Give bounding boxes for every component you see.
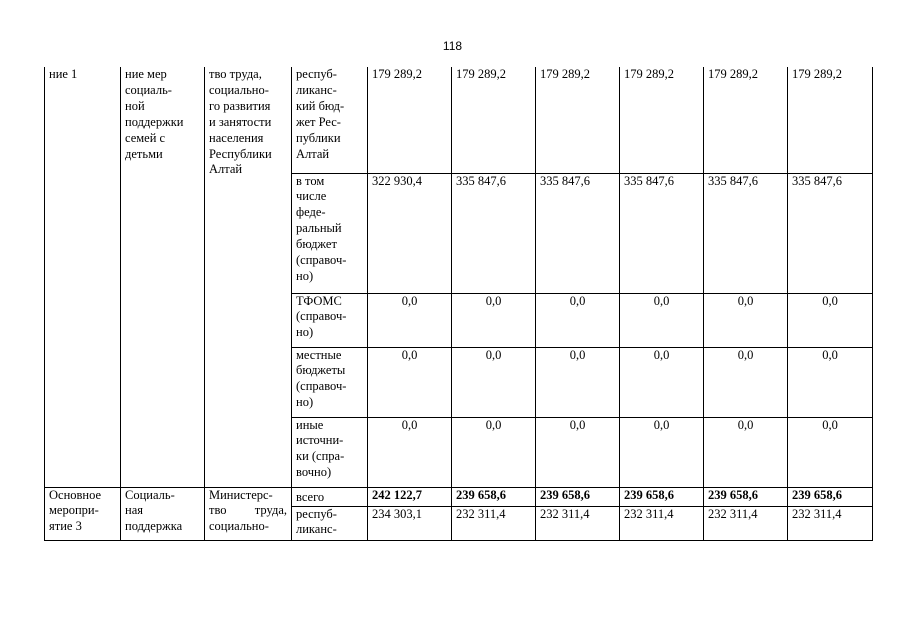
page-number: 118	[442, 39, 463, 53]
text-line: но)	[296, 268, 314, 283]
funding-source-cell	[292, 506, 368, 540]
text-line: тво труда,	[209, 503, 287, 518]
text-line: иные	[296, 417, 324, 432]
text-line: социально-	[209, 519, 269, 534]
text-line: кий бюд-	[296, 98, 345, 113]
amount-cell: 239 658,6	[536, 487, 620, 506]
text-line: меропри-	[49, 503, 99, 518]
text-line: жет Рес-	[296, 114, 341, 129]
funding-source-cell	[292, 293, 368, 347]
text-line: (справоч-	[296, 309, 347, 324]
amount-cell: 239 658,6	[704, 487, 788, 506]
executor-cell	[205, 487, 292, 540]
amount-cell: 0,0	[536, 293, 620, 347]
funding-source-cell	[292, 347, 368, 417]
text-line: Республики	[209, 146, 272, 161]
funding-source-cell	[292, 417, 368, 487]
amount-cell: 242 122,7	[368, 487, 452, 506]
amount-cell: 0,0	[788, 417, 873, 487]
text-line: тво труда,	[209, 67, 262, 81]
text-line: (справоч-	[296, 379, 347, 394]
text-line: числе	[296, 189, 327, 204]
amount-cell: 232 311,4	[704, 506, 788, 540]
budget-table	[44, 67, 873, 541]
event-name-cell	[45, 487, 121, 540]
amount-cell: 232 311,4	[452, 506, 536, 540]
text-line: бюджет	[296, 237, 337, 252]
amount-cell: 335 847,6	[704, 173, 788, 293]
text-line: социаль-	[125, 82, 172, 97]
amount-cell: 0,0	[620, 417, 704, 487]
text-line: феде-	[296, 205, 326, 220]
amount-cell: 0,0	[704, 417, 788, 487]
text-line: ральный	[296, 221, 342, 236]
amount-cell: 335 847,6	[620, 173, 704, 293]
text-line: ятие 3	[49, 519, 82, 534]
amount-cell: 0,0	[452, 293, 536, 347]
text-line: детьми	[125, 146, 163, 161]
text-line: населения	[209, 130, 264, 145]
text-line: ликанс-	[296, 522, 337, 537]
text-line: Алтай	[209, 162, 243, 177]
amount-cell: 0,0	[368, 293, 452, 347]
amount-cell: 239 658,6	[788, 487, 873, 506]
text-line: го развития	[209, 98, 271, 113]
amount-cell: 232 311,4	[536, 506, 620, 540]
text-line: (справоч-	[296, 253, 347, 268]
amount-cell: 0,0	[788, 347, 873, 417]
amount-cell: 335 847,6	[536, 173, 620, 293]
amount-cell: 322 930,4	[368, 173, 452, 293]
text-line: и занятости	[209, 114, 272, 129]
amount-cell: 239 658,6	[452, 487, 536, 506]
amount-cell: 335 847,6	[452, 173, 536, 293]
amount-cell: 0,0	[368, 347, 452, 417]
amount-cell: 179 289,2	[368, 67, 452, 173]
funding-source-cell	[292, 487, 368, 506]
text-line: вочно)	[296, 465, 332, 480]
event-name-cell	[45, 67, 121, 487]
amount-cell: 0,0	[536, 347, 620, 417]
text-line: ние 1	[49, 67, 78, 81]
amount-cell: 179 289,2	[788, 67, 873, 173]
text-line: Министерс-	[209, 487, 273, 502]
text-line: всего	[296, 489, 325, 504]
event-title-cell	[121, 67, 205, 487]
amount-cell: 232 311,4	[620, 506, 704, 540]
text-line: в том	[296, 173, 325, 188]
funding-source-cell	[292, 173, 368, 293]
amount-cell: 179 289,2	[452, 67, 536, 173]
text-line: Социаль-	[125, 487, 175, 502]
amount-cell: 234 303,1	[368, 506, 452, 540]
amount-cell: 232 311,4	[788, 506, 873, 540]
text-line: Алтай	[296, 146, 330, 161]
amount-cell: 179 289,2	[620, 67, 704, 173]
text-line: ная	[125, 503, 143, 518]
text-line: семей с	[125, 130, 166, 145]
amount-cell: 0,0	[452, 417, 536, 487]
text-line: ТФОМС	[296, 293, 342, 308]
amount-cell: 335 847,6	[788, 173, 873, 293]
text-line: респуб-	[296, 67, 337, 81]
text-line: бюджеты	[296, 363, 346, 378]
text-line: но)	[296, 395, 314, 410]
text-line: социально-	[209, 82, 269, 97]
executor-cell	[205, 67, 292, 487]
text-line: поддержка	[125, 519, 183, 534]
amount-cell: 0,0	[620, 293, 704, 347]
text-line: публики	[296, 130, 341, 145]
funding-source-cell	[292, 67, 368, 173]
amount-cell: 0,0	[368, 417, 452, 487]
table-row	[45, 487, 873, 506]
text-line: источни-	[296, 433, 344, 448]
amount-cell: 0,0	[536, 417, 620, 487]
amount-cell: 0,0	[704, 293, 788, 347]
amount-cell: 239 658,6	[620, 487, 704, 506]
text-line: поддержки	[125, 114, 184, 129]
text-line: но)	[296, 325, 314, 340]
amount-cell: 0,0	[788, 293, 873, 347]
event-title-cell	[121, 487, 205, 540]
table-row	[45, 67, 873, 173]
text-line: ликанс-	[296, 82, 337, 97]
text-line: ние мер	[125, 67, 167, 81]
text-line: респуб-	[296, 506, 337, 521]
amount-cell: 179 289,2	[704, 67, 788, 173]
amount-cell: 0,0	[620, 347, 704, 417]
amount-cell: 179 289,2	[536, 67, 620, 173]
text-line: ной	[125, 98, 145, 113]
amount-cell: 0,0	[452, 347, 536, 417]
amount-cell: 0,0	[704, 347, 788, 417]
text-line: местные	[296, 347, 342, 362]
text-line: Основное	[49, 487, 102, 502]
text-line: ки (спра-	[296, 449, 345, 464]
